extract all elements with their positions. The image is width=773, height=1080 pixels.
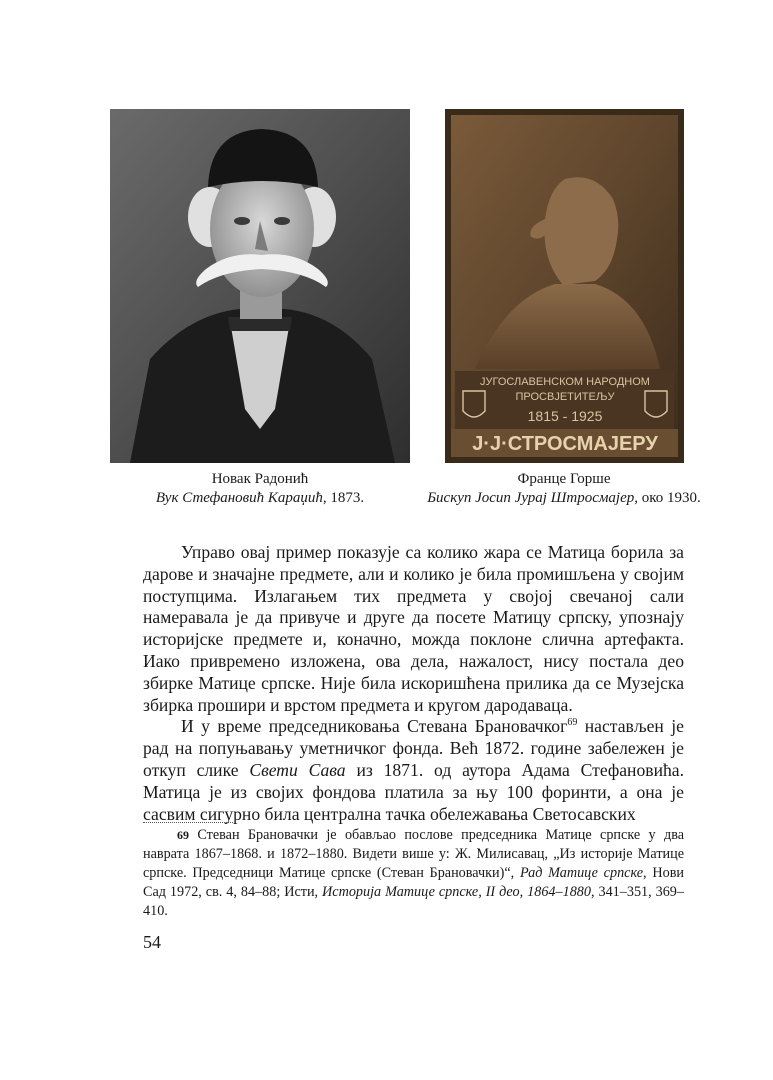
bronze-plaque-figure bbox=[445, 109, 684, 463]
footnote-text: , 341–351, 369–410. bbox=[143, 884, 684, 919]
plaque-image bbox=[445, 109, 684, 463]
footnote-italic-title: Рад Матице српске bbox=[519, 865, 644, 881]
caption-year: , 1873. bbox=[322, 490, 365, 506]
caption-author: Новак Радонић bbox=[211, 471, 309, 487]
plaque-text-line1: ЈУГОСЛАВЕНСКОМ НАРОДНОМ bbox=[480, 376, 650, 388]
footnote-separator bbox=[143, 822, 233, 823]
footnote-text: Стеван Брановачки је обављао послове председника Матице српске у два наврата 1867–1868. и 1872–1880. Видети више у: Ж. Милисавац, „Из историје Матице српске. Председници Матице српске (Стеван Брановачки)“, bbox=[143, 827, 684, 881]
plaque-text-line2: ПРОСВЈЕТИТЕЉУ bbox=[515, 391, 615, 403]
figure-caption-1 bbox=[105, 470, 415, 508]
portrait-painting-figure bbox=[110, 109, 410, 463]
plaque-years: 1815 - 1925 bbox=[527, 408, 603, 424]
paragraph-2-text: настављен је рад на попуњавању уметничког фонда. Већ 1872. године забележен је откуп слике bbox=[143, 716, 684, 780]
footnote-text: , Нови Сад 1972, св. 4, 84–88; Исти, bbox=[143, 865, 684, 900]
footnote bbox=[143, 826, 684, 921]
page-number: 54 bbox=[143, 932, 161, 952]
footnote-reference[interactable]: 69 bbox=[567, 717, 578, 729]
footnote-italic-title: Историја Матице српске, II део, 1864–1880 bbox=[322, 884, 591, 900]
caption-year: , око 1930. bbox=[634, 490, 701, 506]
caption-artwork-title: Бискуп Јосип Јурај Штросмајер bbox=[427, 490, 635, 506]
paragraph-1: Управо овај пример показује са колико жара се Матица борила за дарове и значајне предмете, али и колико је била промишљена у својим поступцима. Излагањем тих предмета у својој свечаној сали намеравала је да привуче и друге да посете Матицу српску, упознају историјске предмете и, коначно, можда поклоне слична артефакта. Иако привремено изложена, ова дела, нажалост, нису постала део збирке Матице српске. Није била искоришћена прилика да се Музејска збирка прошири и врстом предмета и кругом дародаваца. bbox=[143, 542, 684, 715]
italic-artwork-title: Свети Сава bbox=[249, 759, 346, 780]
footnote-number: 69 bbox=[177, 828, 189, 842]
caption-author: Франце Горше bbox=[517, 471, 611, 487]
figure-caption-2 bbox=[418, 470, 710, 508]
paragraph-2-text: И у време председниковања Стевана Брановачког bbox=[181, 716, 568, 737]
portrait-image bbox=[110, 109, 410, 463]
caption-artwork-title: Вук Стефановић Караџић bbox=[155, 490, 323, 506]
paragraph-2 bbox=[143, 716, 684, 825]
plaque-name: Ј·Ј·СТРОСМАЈЕРУ bbox=[472, 433, 658, 455]
paragraph-2-text: из 1871. од аутора Адама Стефановића. Матица је из својих фондова платила за њу 100 форинти, а она је сасвим сигурно била централна тачка обележавања Светосавских bbox=[143, 759, 684, 824]
body-text bbox=[143, 542, 684, 825]
